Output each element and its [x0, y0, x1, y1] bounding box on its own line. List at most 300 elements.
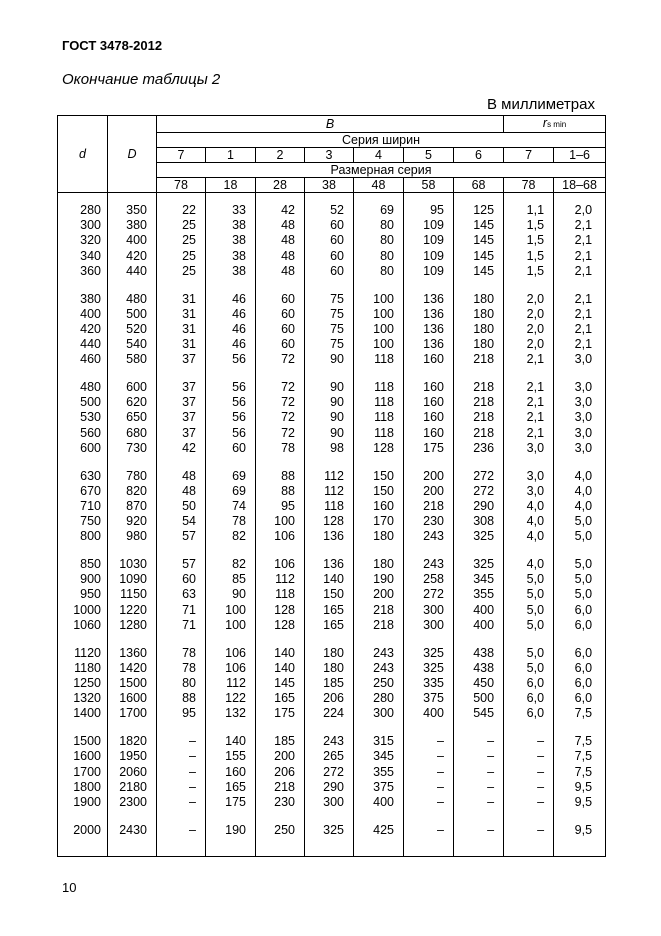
table-cell: 175	[256, 706, 305, 721]
spacer-cell	[157, 722, 206, 735]
size-series-cell: 38	[305, 178, 354, 193]
spacer-cell	[454, 810, 504, 823]
spacer-cell	[256, 633, 305, 646]
table-cell: 54	[157, 514, 206, 529]
table-cell: 150	[305, 587, 354, 602]
table-cell: 206	[256, 765, 305, 780]
table-cell: 160	[404, 380, 454, 395]
table-header	[58, 116, 606, 193]
table-cell: 150	[354, 469, 404, 484]
table-cell: 46	[206, 337, 256, 352]
table-cell: 22	[157, 203, 206, 218]
spacer-cell	[206, 193, 256, 204]
size-series-cell: 78	[157, 178, 206, 193]
table-cell: 224	[305, 706, 354, 721]
table-cell: 2,0	[504, 292, 554, 307]
table-cell: 670	[58, 484, 108, 499]
table-cell: 230	[404, 514, 454, 529]
table-row	[58, 529, 606, 544]
table-cell: –	[157, 765, 206, 780]
table-cell: 170	[354, 514, 404, 529]
table-row	[58, 691, 606, 706]
spacer-cell	[305, 193, 354, 204]
table-row	[58, 749, 606, 764]
table-row	[58, 233, 606, 248]
table-cell: 325	[454, 529, 504, 544]
table-cell: 128	[256, 618, 305, 633]
width-series-cell: 1	[206, 148, 256, 163]
table-cell: 60	[256, 337, 305, 352]
table-spacer-row	[58, 810, 606, 823]
table-cell: 145	[454, 264, 504, 279]
table-cell: –	[454, 795, 504, 810]
table-cell: 60	[305, 249, 354, 264]
table-cell: 380	[58, 292, 108, 307]
table-cell: 132	[206, 706, 256, 721]
spacer-cell	[58, 810, 108, 823]
table-row	[58, 661, 606, 676]
table-cell: 106	[256, 529, 305, 544]
table-cell: 5,0	[554, 572, 606, 587]
table-cell: 6,0	[554, 691, 606, 706]
table-cell: 1800	[58, 780, 108, 795]
table-cell: 109	[404, 249, 454, 264]
table-row	[58, 218, 606, 233]
table-cell: 218	[404, 499, 454, 514]
table-cell: 1280	[108, 618, 157, 633]
table-cell: –	[157, 823, 206, 838]
table-cell: 200	[404, 469, 454, 484]
table-cell: 5,0	[504, 646, 554, 661]
table-cell: 90	[305, 395, 354, 410]
table-cell: 2,1	[554, 233, 606, 248]
table-cell: 400	[454, 603, 504, 618]
table-cell: 3,0	[554, 380, 606, 395]
table-cell: 4,0	[554, 499, 606, 514]
table-cell: 100	[354, 322, 404, 337]
table-cell: 85	[206, 572, 256, 587]
table-cell: 870	[108, 499, 157, 514]
table-cell: 71	[157, 618, 206, 633]
table-cell: 265	[305, 749, 354, 764]
spacer-cell	[206, 545, 256, 558]
spacer-cell	[157, 193, 206, 204]
spacer-cell	[206, 722, 256, 735]
table-cell: 122	[206, 691, 256, 706]
table-cell: 580	[108, 352, 157, 367]
table-cell: 450	[454, 676, 504, 691]
table-cell: 100	[206, 618, 256, 633]
table-spacer-row	[58, 368, 606, 381]
table-cell: 2,1	[554, 322, 606, 337]
table-cell: 250	[354, 676, 404, 691]
table-cell: 38	[206, 233, 256, 248]
table-cell: 218	[354, 618, 404, 633]
table-cell: 60	[256, 322, 305, 337]
table-cell: 1820	[108, 734, 157, 749]
table-cell: 5,0	[554, 557, 606, 572]
spacer-cell	[554, 633, 606, 646]
spacer-cell	[58, 193, 108, 204]
table-cell: 500	[58, 395, 108, 410]
table-cell: 31	[157, 307, 206, 322]
table-cell: 6,0	[504, 706, 554, 721]
table-cell: 218	[354, 603, 404, 618]
spacer-cell	[256, 810, 305, 823]
spacer-cell	[256, 368, 305, 381]
table-cell: 72	[256, 380, 305, 395]
table-body	[58, 193, 606, 857]
table-cell: 1,5	[504, 218, 554, 233]
table-cell: 272	[454, 469, 504, 484]
spacer-cell	[256, 838, 305, 857]
table-cell: 730	[108, 441, 157, 456]
table-cell: 72	[256, 410, 305, 425]
spacer-cell	[256, 722, 305, 735]
table-cell: 680	[108, 426, 157, 441]
table-cell: 5,0	[554, 529, 606, 544]
table-cell: 1700	[108, 706, 157, 721]
table-cell: 5,0	[504, 661, 554, 676]
table-cell: 1,5	[504, 264, 554, 279]
table-cell: 425	[354, 823, 404, 838]
table-cell: –	[157, 780, 206, 795]
table-cell: 750	[58, 514, 108, 529]
table-cell: –	[404, 795, 454, 810]
spacer-cell	[157, 279, 206, 292]
table-cell: 25	[157, 249, 206, 264]
table-cell: 4,0	[504, 514, 554, 529]
table-cell: 109	[404, 264, 454, 279]
table-cell: 180	[354, 529, 404, 544]
table-cell: 1360	[108, 646, 157, 661]
table-cell: 1500	[58, 734, 108, 749]
table-cell: 48	[256, 264, 305, 279]
table-row	[58, 352, 606, 367]
table-cell: 160	[404, 410, 454, 425]
table-cell: 335	[404, 676, 454, 691]
table-cell: 2,1	[504, 410, 554, 425]
width-series-cell: 3	[305, 148, 354, 163]
table-cell: 136	[404, 292, 454, 307]
table-spacer-row	[58, 722, 606, 735]
table-cell: 78	[256, 441, 305, 456]
table-cell: 920	[108, 514, 157, 529]
spacer-cell	[404, 810, 454, 823]
table-cell: –	[454, 749, 504, 764]
table-cell: 780	[108, 469, 157, 484]
table-cell: 3,0	[554, 395, 606, 410]
table-cell: 325	[404, 646, 454, 661]
table-cell: 1420	[108, 661, 157, 676]
spacer-cell	[554, 810, 606, 823]
table-cell: 160	[206, 765, 256, 780]
spacer-cell	[554, 456, 606, 469]
table-cell: 355	[454, 587, 504, 602]
spacer-cell	[157, 810, 206, 823]
spacer-cell	[157, 368, 206, 381]
spacer-cell	[305, 633, 354, 646]
spacer-cell	[554, 838, 606, 857]
spacer-cell	[504, 633, 554, 646]
table-cell: 100	[354, 307, 404, 322]
table-cell: 218	[454, 352, 504, 367]
table-cell: 2,0	[554, 203, 606, 218]
table-cell: 1,5	[504, 249, 554, 264]
header-B: B	[157, 116, 504, 133]
table-cell: 31	[157, 322, 206, 337]
table-cell: 850	[58, 557, 108, 572]
table-cell: 540	[108, 337, 157, 352]
table-cell: 250	[256, 823, 305, 838]
table-cell: 6,0	[554, 661, 606, 676]
table-row	[58, 765, 606, 780]
table-cell: 118	[256, 587, 305, 602]
table-cell: 300	[404, 618, 454, 633]
table-cell: 56	[206, 426, 256, 441]
table-cell: 6,0	[554, 676, 606, 691]
width-series-cell: 4	[354, 148, 404, 163]
table-cell: 37	[157, 426, 206, 441]
table-cell: 320	[58, 233, 108, 248]
table-cell: 180	[454, 322, 504, 337]
table-row	[58, 780, 606, 795]
table-cell: 60	[256, 292, 305, 307]
table-cell: 4,0	[554, 484, 606, 499]
table-cell: 1320	[58, 691, 108, 706]
table-cell: 38	[206, 264, 256, 279]
table-cell: 2,1	[554, 292, 606, 307]
table-cell: 1700	[58, 765, 108, 780]
table-cell: 2,0	[504, 322, 554, 337]
table-cell: 5,0	[504, 572, 554, 587]
table-cell: 630	[58, 469, 108, 484]
table-cell: 90	[305, 380, 354, 395]
table-cell: 2,1	[504, 395, 554, 410]
table-cell: 160	[404, 352, 454, 367]
spacer-cell	[58, 722, 108, 735]
spacer-cell	[354, 838, 404, 857]
table-cell: 1250	[58, 676, 108, 691]
table-cell: 218	[454, 395, 504, 410]
table-cell: 165	[256, 691, 305, 706]
table-cell: 82	[206, 557, 256, 572]
spacer-cell	[504, 722, 554, 735]
header-width-series-label: Серия ширин	[157, 133, 606, 148]
table-cell: 50	[157, 499, 206, 514]
table-cell: 71	[157, 603, 206, 618]
table-cell: 2,1	[554, 307, 606, 322]
spacer-cell	[354, 456, 404, 469]
table-cell: 60	[305, 264, 354, 279]
spacer-cell	[354, 633, 404, 646]
table-cell: 1,5	[504, 233, 554, 248]
table-cell: 46	[206, 322, 256, 337]
table-cell: 650	[108, 410, 157, 425]
table-row	[58, 380, 606, 395]
table-spacer-row	[58, 456, 606, 469]
spacer-cell	[58, 368, 108, 381]
table-cell: 106	[206, 661, 256, 676]
spacer-cell	[108, 633, 157, 646]
table-row	[58, 646, 606, 661]
table-cell: 80	[354, 264, 404, 279]
table-cell: –	[404, 823, 454, 838]
width-series-cell: 6	[454, 148, 504, 163]
table-cell: 136	[404, 307, 454, 322]
table-cell: 3,0	[554, 410, 606, 425]
table-cell: 48	[157, 484, 206, 499]
table-row	[58, 587, 606, 602]
table-cell: 280	[58, 203, 108, 218]
table-cell: 420	[108, 249, 157, 264]
table-cell: 140	[256, 661, 305, 676]
table-cell: 180	[354, 557, 404, 572]
table-cell: 56	[206, 410, 256, 425]
table-row	[58, 337, 606, 352]
table-cell: 560	[58, 426, 108, 441]
spacer-cell	[554, 722, 606, 735]
table-cell: 125	[454, 203, 504, 218]
table-cell: 38	[206, 218, 256, 233]
table-cell: 710	[58, 499, 108, 514]
spacer-cell	[454, 838, 504, 857]
spacer-cell	[404, 193, 454, 204]
spacer-cell	[206, 838, 256, 857]
table-spacer-row	[58, 838, 606, 857]
spacer-cell	[256, 279, 305, 292]
table-cell: 800	[58, 529, 108, 544]
table-cell: 7,5	[554, 749, 606, 764]
table-cell: 112	[256, 572, 305, 587]
header-row-symbols	[58, 116, 606, 133]
spacer-cell	[454, 456, 504, 469]
header-d: d	[58, 116, 108, 193]
spacer-cell	[256, 545, 305, 558]
table-cell: 42	[157, 441, 206, 456]
table-cell: 300	[404, 603, 454, 618]
table-cell: 78	[157, 646, 206, 661]
table-row	[58, 264, 606, 279]
table-cell: 230	[256, 795, 305, 810]
spacer-cell	[108, 368, 157, 381]
table-cell: 460	[58, 352, 108, 367]
spacer-cell	[354, 722, 404, 735]
table-cell: 118	[354, 352, 404, 367]
spacer-cell	[108, 545, 157, 558]
table-cell: 440	[58, 337, 108, 352]
table-cell: 258	[404, 572, 454, 587]
table-cell: 98	[305, 441, 354, 456]
table-cell: 2,1	[554, 264, 606, 279]
table-cell: 37	[157, 352, 206, 367]
spacer-cell	[305, 545, 354, 558]
table-cell: 6,0	[504, 676, 554, 691]
table-row	[58, 426, 606, 441]
table-cell: 5,0	[504, 603, 554, 618]
table-cell: 118	[354, 380, 404, 395]
table-cell: 308	[454, 514, 504, 529]
table-cell: –	[454, 780, 504, 795]
table-cell: 160	[404, 395, 454, 410]
table-cell: 9,5	[554, 780, 606, 795]
table-cell: 1090	[108, 572, 157, 587]
table-cell: –	[404, 780, 454, 795]
spacer-cell	[58, 545, 108, 558]
table-cell: 4,0	[504, 557, 554, 572]
table-cell: 109	[404, 218, 454, 233]
spacer-cell	[454, 279, 504, 292]
spacer-cell	[504, 368, 554, 381]
size-series-cell: 78	[504, 178, 554, 193]
table-cell: 145	[256, 676, 305, 691]
table-cell: 2060	[108, 765, 157, 780]
dimensions-table	[57, 115, 606, 857]
spacer-cell	[454, 193, 504, 204]
table-cell: –	[454, 765, 504, 780]
table-cell: 136	[404, 322, 454, 337]
table-cell: 2,1	[504, 380, 554, 395]
table-row	[58, 410, 606, 425]
table-cell: 60	[157, 572, 206, 587]
table-cell: 48	[256, 233, 305, 248]
spacer-cell	[354, 368, 404, 381]
width-series-cell: 2	[256, 148, 305, 163]
table-cell: 80	[157, 676, 206, 691]
table-cell: 145	[454, 218, 504, 233]
table-row	[58, 795, 606, 810]
spacer-cell	[404, 722, 454, 735]
table-cell: 620	[108, 395, 157, 410]
table-cell: 100	[206, 603, 256, 618]
table-row	[58, 557, 606, 572]
table-cell: 75	[305, 337, 354, 352]
table-cell: 1900	[58, 795, 108, 810]
table-cell: 80	[354, 249, 404, 264]
table-cell: 520	[108, 322, 157, 337]
table-cell: 2,1	[554, 337, 606, 352]
spacer-cell	[108, 456, 157, 469]
table-caption: Окончание таблицы 2	[62, 71, 221, 88]
table-cell: 7,5	[554, 734, 606, 749]
table-cell: –	[157, 749, 206, 764]
table-cell: 109	[404, 233, 454, 248]
table-cell: 140	[305, 572, 354, 587]
spacer-cell	[305, 838, 354, 857]
table-cell: 180	[454, 292, 504, 307]
table-cell: 980	[108, 529, 157, 544]
table-row	[58, 322, 606, 337]
table-cell: 80	[354, 233, 404, 248]
table-row	[58, 469, 606, 484]
spacer-cell	[554, 545, 606, 558]
table-cell: 1120	[58, 646, 108, 661]
table-cell: 140	[256, 646, 305, 661]
table-cell: 3,0	[554, 426, 606, 441]
table-cell: 290	[305, 780, 354, 795]
spacer-cell	[454, 545, 504, 558]
table-cell: 100	[354, 292, 404, 307]
table-cell: 128	[305, 514, 354, 529]
spacer-cell	[108, 838, 157, 857]
table-cell: 290	[454, 499, 504, 514]
spacer-cell	[157, 838, 206, 857]
table-cell: –	[404, 765, 454, 780]
table-cell: 4,0	[554, 469, 606, 484]
table-cell: 95	[404, 203, 454, 218]
table-cell: 380	[108, 218, 157, 233]
table-cell: 63	[157, 587, 206, 602]
